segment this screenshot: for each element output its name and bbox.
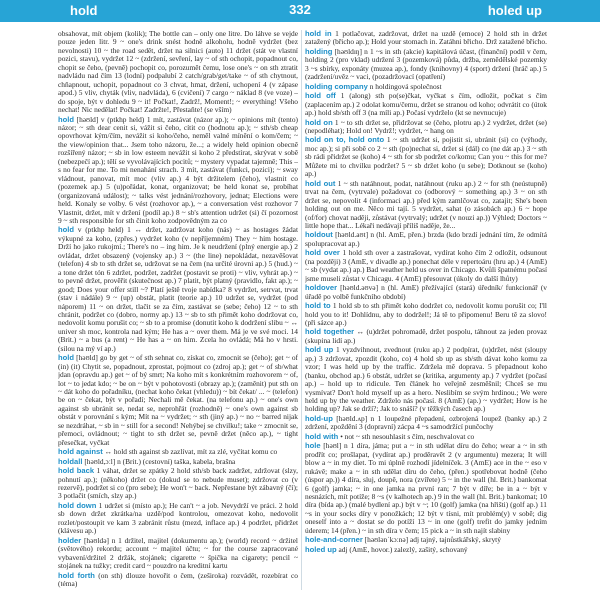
dictionary-entry <box>58 458 298 466</box>
entry-definition: 1 potlačovat, zadržovat, držet na uzdě (emoce) 2 hold sth in držet zatažený (břicho ap.); Hold your stomach in. Zatáhni břicho. Drž zatažené břicho. <box>305 30 547 47</box>
entry-headword: hold over <box>305 248 340 258</box>
entry-definition: [həʊld] v (ptkhp held) 1 mít, zastávat (názor ap.); ~ opinions mít (tento) názor; ~ sth dear cenit si, vážit si čeho, cítit co (hodnotu ap.); ~ sth/sb cheap opovrhovat kým/čím, nevážit si koho/čeho, neměl valné mínění o kom/čem; ~ the view/opinion that... Jsem toho názoru, že...; a widely held opinion obecně rozšířený názor; ~ sb in low esteem nevážit si koho 2 předstírat, skrývat v sobě (nebezpečí ap.); tělí se vyvolávajících pocitů; ~ mystery vypadat tajemně; This – s no fear for me. To mi nenahání strach. 3 mít, zastávat (funkci, pozici); ~ sway vládnout, panovat, mít moc (vliv ap.) 4 být držitelem (čeho), vlastnit co (pozemek ap.) 5 (u)pořádat, konat, organizovat; be held konat se, probíhat (organizovaná událost); ~ talks vést jednání/rozhovory, jednat; Elections were held. Konaly se volby. 6 vést (rozhovor ap.), ~ a conversation vést rozhovor 7 Vlastnit, držet, mít v držení (podíl ap.) 8 ~ sb's attention udržet (si) čí pozornost 9 ~ sth responsible for sth činit koho zodpovědným za co <box>58 114 298 225</box>
entry-headword: hold together <box>305 327 355 337</box>
dictionary-entry <box>58 448 298 456</box>
dictionary-entry <box>305 119 547 136</box>
dictionary-entry <box>305 328 547 345</box>
entry-definition: 1 udržet si (místo ap.); He can't ~ a job. Nevydrží ve práci. 2 hold sb down držet zkrátka/na uzdě/pod kontrolou, omezovat koho, nedovolit rozlet/postoupit ve kam 3 zabránit růstu (mezd, inflace ap.) 4 podržet, přidržet (klávesu ap.) <box>58 500 298 536</box>
dictionary-entry <box>58 502 298 536</box>
entry-headword: hold to <box>305 301 331 311</box>
entry-headword: hold on <box>305 117 333 127</box>
dictionary-entry <box>305 415 547 432</box>
entry-definition: [həʊlənˈkɔːnə] adj tajný, tajnůstkářský, skrytý <box>364 535 501 545</box>
entry-definition: ↔ (u)držet pohromadě, držet pospolu, táhnout za jeden provaz (skupina lidí ap.) <box>305 327 547 345</box>
dictionary-entry <box>58 467 298 501</box>
dictionary-entry <box>305 536 547 544</box>
dictionary-entry <box>58 226 298 353</box>
entry-headword: hold on to, hold onto <box>305 135 385 145</box>
dictionary-entry <box>305 546 547 554</box>
entry-definition: • not ~ sth nesouhlasit s čím, neschvalovat co <box>340 431 475 441</box>
entry-headword: hold <box>58 114 75 124</box>
dictionary-entry <box>305 83 547 91</box>
dictionary-entry <box>58 537 298 571</box>
entry-headword: hold down <box>58 500 97 510</box>
entry-definition: n holdingová společnost <box>369 81 442 91</box>
right-column <box>305 30 547 590</box>
dictionary-entry <box>58 572 298 589</box>
entry-definition: 1 ~ to sth držet se, přidržovat se (čeho, plotru ap.) 2 vydržet, držet (se) (nepodléhat); Hold on! Vydrž!; vydržet, ~ hang on <box>305 117 547 135</box>
entry-headword: holdall <box>58 456 83 466</box>
guide-word-right: holed up <box>487 3 542 18</box>
entry-definition: (on sth) dlouze hovořit o čem, (zeširoka) rozvádět, rozebírat co (téma) <box>58 570 298 588</box>
entry-headword: hold <box>58 353 75 363</box>
dictionary-entry <box>305 136 547 178</box>
entry-definition: [həʊl] n 1 díra, jáma; put a ~ in sth udělat díru do čeho; wear a ~ in sth prodřít co; prošlapat, (vydírat ap.) proděravět 2 (v argumentu) mezera; It will blow a ~ in my diet. To mi úplně rozhodí jídelníček. 3 (AmE) ace in the ~ eso v rukávě; make a ~ in sth udělat díru do čeho, (přen.) spotřebovat hodně (čeho (úspor ap.)) 4 díra, sluj, doupě, nora (zvířete) 5 ~ in the wall (hl. Brit.) bankomat 6 (golf) jamka; ~ in one jamka na první ran; 7 být v díře; be in a ~ být v nesnázích, mít potíže; 8 ~s (v kalhotech ap.) 9 in the wall (hl. Brit.) bankomat; 10 díra (bída ap.) (malé bydlení ap.) být v ~; 10 (golf) jamka (na hřišti) (golf ap.) 11 ~s in your socks díry v ponožkách; 12 být v tísni, mít problém(y) v sobě; dig oneself into a ~ dostat se do potíží 13 ~ in one (golf) trefit do jamky jedním úderem; 14 (přen.) ~ in sth díra v čem; 15 pick a ~ in sth najít slabiny <box>305 441 547 535</box>
entry-headword: holding company <box>305 81 368 91</box>
dictionary-entry <box>305 231 547 248</box>
entry-definition: 1 hold sth over a zastrašovat, vydírat koho čím 2 odložit, odsunout (na později) 3 (AmE, v divadle ap.) ponechat déle v repertoáru (hru ap.) 4 (AmE) ~ sb (vydat ap.) ap.) Bad weather held us over in Chicago. Kvůli špatnému počasí jsme museli zůstat v Chicagu. 4 (AmE) přesouvat (úkoly do další lhůty) <box>305 248 547 283</box>
entry-definition: 1 váhat, držet se zpátky 2 hold sth/sb back zadržet, zdržovat (slzy, pohnutí ap.); (někoho) držet co (dokud se to nebude muset); zdržovat co (v rezervě), podržet si co (pro sebe); He won't ~ back. Nepřestane být zábavný (čí); 3 potlačit (smích, slzy ap.) <box>58 466 298 501</box>
left-column <box>58 30 298 590</box>
entry-headword: hold-up <box>305 413 333 423</box>
entry-definition: [həʊld] go by get ~ of sth sehnat co, získat co, zmocnit se (čeho); get ~ of (in) (it) Chytit se, popadnout, zprostat, pojmout co (zdroj ap.); get ~ of sb/what jdan (opravdu ap.) get ~ of bý smrt; Na koho mít s konkrétním rozhovorem ~ of, lot ~ to jedat kdo; ~ be on ~ být v pohotovosti (obrazy ap.); (zaměnit) put sth on ~ dát koho do pořadníku, (nechat koho čekat (vhledu)) ~ bít čekat/ ... ~ (telefon) be on ~ čekat, být v pořadí; Nechali mě čekat. (na telefonu ap.) ~ one's own against sb ubránit se, nedat se, neprohřát (rozhodně) ~ one's own against sb obstát v porovnání s kým; Mít na ~ vydržet; ~ sth (jiný ap.) ~ no ~ barred nijak se nezdráhat, ~ sb in ~ still for a second! Nehýbej se chvilku!; take ~ zmocnit se, přemoci, ovládnout; ~ tight to sth držet se, pevně držet (něco ap.), ~ tight přesečkat, vyčkat <box>58 353 298 447</box>
entry-definition: ↔ hold sth against sb zazlívat, mít za zlé, vyčítat komu co <box>104 447 278 457</box>
dictionary-entry <box>305 92 547 117</box>
entry-definition: [həʊld.ʌp] n 1 loupežné přepadení, ozbrojená loupež (banky ap.) 2 zdržení, zpoždění 3 (dopravní) zácpa 4 ~s samodržící punčochy <box>305 413 547 432</box>
dictionary-entry <box>305 433 547 441</box>
dictionary-entry <box>58 354 298 447</box>
entry-headword: hold up <box>305 345 334 355</box>
entry-headword: holder <box>58 535 82 545</box>
dictionary-entry <box>58 30 298 115</box>
dictionary-entry <box>305 284 547 301</box>
entry-headword: hold <box>58 225 75 235</box>
entry-definition: [həʊld.əʊvə] n (hl. AmE) přežívající (stará) úředník/ funkcionář (v úřadě po volbě funkčního období) <box>305 283 547 301</box>
entry-definition: 1 ~ sth natáhnout, podat, natáhnout (ruku ap.) 2 ~ for sth (neústupně) trvat na čem, (vytrvale) požadovat co (odborový ~ something ap.) 3 ~ on sth držet se, nepovolit 4 (informaci ap.) před kým zamlčovat co, zatajit; She's been holding out on me. Něco mi tají. 5 vydržet, sahat (o zásobách ap.) 6 ~ hope (of/for) chovat naději, zůstávat (vytrvalý; udržet (v nouzi ap.)) Výhled; Doctors ~ little hope that... Lékaři nedávají příliš naděje, že... <box>305 178 547 230</box>
entry-headword: holdout <box>305 230 333 240</box>
dictionary-entry <box>305 442 547 535</box>
entry-definition: 1 (along) sth po(se)čkat, vyčkat s čím, odložit, počkat s čím (zaplacením ap.) 2 odolat komu/čemu, držet se stranou od koho; odvrátit co (útok ap.) hold sb/sth off 3 (na míli ap.) Počasí vydrželo (kt se nevnucuje) <box>305 91 547 118</box>
dictionary-entry <box>305 302 547 327</box>
page-header <box>0 0 600 22</box>
entry-definition: [həʊldə] n 1 držitel, majitel (dokumentu ap.); (world) record ~ držitel (světového) rekordu; account ~ majitel účtu; ~ for the course zapracované vybavení/držitel 2 držák, stojánek; cigarette ~ špička na cigarety; pencil ~ stojánek na tužky; credit card ~ pouzdro na kreditní kartu <box>58 535 298 571</box>
dictionary-entry <box>305 180 547 231</box>
entry-headword: hold off <box>305 91 336 101</box>
entry-headword: holding <box>305 46 333 56</box>
entry-headword: hold in <box>305 30 332 38</box>
dictionary-entry <box>305 30 547 47</box>
entry-definition: v (ptkhp held) 1 ↔ držet, zadržovat koho (nás) ~ as hostages žádat výkupné za koho, (zpřes.) vydržet koho (v nepříjemném) They ~ him hostage. Drží ho jako rukojmí.; There's no – ing him. Je k neudržení (plný energie ap.) 2 ovládat, držet obsazený (vojensky ap.) 3 ~ (the line) nepokládat, nezavěšovat (telefon) 4 sb to sth držet se, udržovat se na čem (na určité úrovni ap.) 5 (hud.) ~ a tone držet tón 6 zdržet, podržet, zadržet (postavit se proti) ~ vliv, vyhrát ap.) ~ to pevně držet, prověřit (skutečnost ap.) 7 platit, být platný (pravidlo, fakt ap.); ~ good; Does your offer still ~? Platí ještě tvoje nabídka? 8 vydržet, setrvat, trvat (stav i nádále) 9 ~ (up) obstát, platit (teorie ap.) 10 udržet se, vydržet (pod náporem) 11 ~ on držet, tlačit se za čím, zastávat se (sebe; čeho) 12 ~ to sth chránit, podržet co (dobro, normy ap.) 13 ~ sb to sth přimět koho dodržovat co, nedovolit komu porušit co; ~ sb to a promise (donutit koho k dodržení slibu ~ ↔ univer sh moc, kontrola nad kým; He has a ~ over them. Má je ve své moci. 14 (Brit.) ~ a bus (a rent) ~ He has a ~ on him. Zcela ho ovládá; Má ho v hrsti. (silou na mý ví ap.) <box>58 225 298 353</box>
column-divider <box>301 30 302 590</box>
entry-headword: hold against <box>58 447 103 457</box>
entry-headword: hole <box>305 441 321 451</box>
dictionary-entry <box>58 116 298 226</box>
dictionary-entry <box>305 249 547 283</box>
entry-headword: hold with <box>305 431 339 441</box>
entry-headword: hole-and-corner <box>305 535 363 545</box>
page-number: 332 <box>289 2 311 17</box>
entry-definition: obsahovat, mít objem (kolik); The bottle can – only one litre. Do láhve se vejde pouze jeden litr. 9 ~ one's drink snést hodně alkoholu, hodně vydržet (bez nevolnosti) 10 ~ the road sedět, držet na silnici (auto) 11 držet (stát ve vlastní pozici, stavu), vydržet 12 ~ (zdržení, sevření, lay ~ of sth ochopit, popadnout co, chopit se čeho, (pevně) pochopit co, porozumět čemu, lose one's ~ on sth ztratit nadvládu nad čím 13 (lodní) podpalubí 2 catch/grab/get/take ~ of sth chytnout, chňapnout, uchopit, popadnout co 3 chvat, hmat, držení, uchopení 4 (v zápase apod.) 5 vliv, chyták (vliv, nadvláda), 6 (cvičení) 7 cargo ~ náklad 8 (ve voze) – do spoje, být v dohledu 9 ~ it! Počkat!, Zadrž!, Moment!; ~ everything! Všeho nechat! Nic nedělat! Počkat! Zadržte!, Přestaňte! (se vším) <box>58 30 298 115</box>
entry-definition: [həʊld.aʊt] n (hl. AmE, přen.) brzda (kdo brzdí jednání tím, že odmítá spolupracovat ap.) <box>305 230 547 248</box>
entry-headword: hold out <box>305 178 336 188</box>
entry-headword: hold back <box>58 466 95 476</box>
guide-word-left: hold <box>70 3 98 18</box>
entry-definition: 1 hold sb to sth přimět koho dodržet co, nedovolit komu porušit co; I'll hold you to it! Dohlídnu, aby to dodržel!; Já tě to připomenu! Beru tě za slovo! (při sázce ap.) <box>305 301 547 327</box>
entry-definition: [həʊld,ɔːl] n (Brit.) (cestovní) taška, kabela, brašna <box>84 456 236 466</box>
entry-definition: adj (AmE, hovor.) zalezlý, zašitý, schovaný <box>338 544 468 554</box>
dictionary-entry <box>305 346 547 414</box>
dictionary-entry <box>305 48 547 82</box>
entry-definition: 1 vyzdvihnout, zvednout (ruku ap.) 2 podpírat, (u)držet, nést (sloupy ap.) 3 zdržovat, zpozdit (koho, co) 4 hold sb up as sb/sth dávat koho komu za vzor; I was held up by the traffic. Zdržela mě doprava. 5 přepadnout koho (banku, obchod ap.) 6 obstát, udržet se (kritika, argumenty ap.) 7 vydržet (počasí ap.) – hold up to ridicule. Ten článek ho veřejně zesměšnil; Chceš se mu vysmívat? Don't hold myself up as a hero. Neslibím se svým hrdinou.; We were held up by the weather. Zdrželo nás počasí. 8 (AmE) (ap.) ~ vydržet; How is he holding up? Jak se drží?; Jak to snáší? (v těžkých časech ap.) <box>305 345 547 414</box>
entry-headword: hold forth <box>58 570 95 580</box>
entry-definition: 1 ~ sth udržet si, pojistit si, ubránit (si) co (výhody, moc ap.); si při sobě co 2 ~ sth (po)nechat si, držet si (dál) co (ne dát ap.) 3 ~ sth sb rádi přidržet se (koho) 4 ~ sth for sb podržet co/komu; Can you ~ this for me? Můžete mi to chvilku podržet? 5 ~ sb držet koho (u sebe); Dotknout se (koho) ap.) <box>305 135 547 179</box>
entry-headword: holdover <box>305 283 338 293</box>
entry-headword: holed up <box>305 544 337 554</box>
entry-definition: [həʊldɪŋ] n 1 ~s in sth (akcie) kapitálová účast, (finanční) podíl v čem, holding 2 (pro vklad) udržení 3 (pozemková) půda, držba, zemědělské pozemky 3 ~s sbírky, exponáty (muzea ap.), fondy (knihovny) 4 (sport) držení (hráč ap.) 5 (zadržení/uvěz ~ vaci, (pozadržovací (opatření) <box>305 46 547 82</box>
